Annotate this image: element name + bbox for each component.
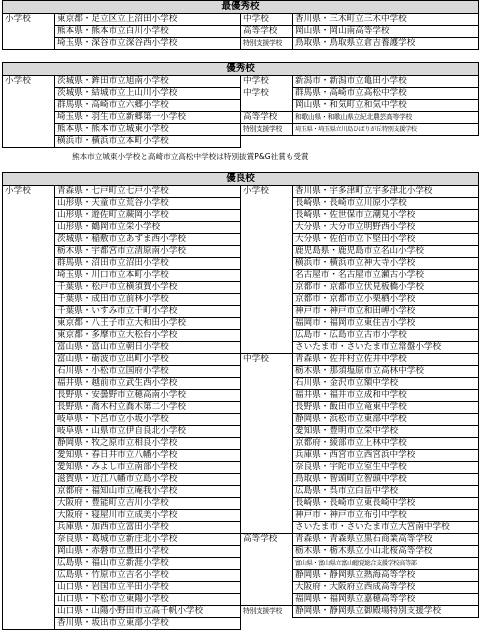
school-cell: 茨城県・結城市立上山川小学校 — [55, 88, 241, 100]
category-label — [241, 498, 293, 510]
category-label — [241, 414, 293, 426]
school-cell: 香川県・三木町立三木中学校 — [293, 14, 479, 26]
table-row — [3, 354, 479, 366]
category-label — [241, 546, 293, 558]
category-label — [3, 366, 55, 378]
category-label — [3, 450, 55, 462]
category-label — [241, 318, 293, 330]
table-row — [3, 582, 479, 594]
school-cell: 横浜市・横浜市立神大寺小学校 — [293, 258, 479, 270]
category-label — [3, 618, 55, 630]
school-cell: 長崎県・長崎市立川原小学校 — [293, 198, 479, 210]
good-table — [2, 172, 479, 630]
table-row — [3, 534, 479, 546]
table-row — [3, 306, 479, 318]
category-label — [3, 318, 55, 330]
table-row — [3, 378, 479, 390]
table-row — [3, 270, 479, 282]
category-label: 特別支援学校 — [241, 124, 293, 136]
school-cell: 福岡市・福岡市立東住吉小学校 — [293, 318, 479, 330]
award-note: 熊本市立城東小学校と高崎市立高松中学校は特別抜賞P&G社賞も受賞 — [72, 152, 309, 161]
school-cell: 東京都・足立区立上沼田小学校 — [55, 14, 241, 26]
school-cell: 鳥取県・智頭町立智頭中学校 — [293, 474, 479, 486]
category-label — [3, 594, 55, 606]
table-row — [3, 246, 479, 258]
category-label — [3, 570, 55, 582]
school-cell: 栃木県・那須塩原市立高林中学校 — [293, 366, 479, 378]
school-cell: 長野県・安曇野市立穂高南小学校 — [55, 390, 241, 402]
school-cell: 山形県・遊佐町立蕨岡小学校 — [55, 210, 241, 222]
school-cell: 横浜市・横浜市立本町小学校 — [55, 136, 241, 148]
school-cell: 京都府・綾部市立上林中学校 — [293, 438, 479, 450]
school-cell: 愛知県・豊明市立栄中学校 — [293, 426, 479, 438]
school-cell: 静岡県・静岡県立御殿場特別支援学校 — [293, 606, 479, 618]
school-cell: 青森県・青森県立黒石商業高等学校 — [293, 534, 479, 546]
empty-cell — [241, 136, 293, 148]
category-label — [3, 582, 55, 594]
category-label — [241, 474, 293, 486]
category-label — [241, 582, 293, 594]
school-cell: 熊本県・熊本市立城東小学校 — [55, 124, 241, 136]
school-cell: 大分県・佐伯市立下堅田小学校 — [293, 234, 479, 246]
category-label — [241, 522, 293, 534]
school-cell: 広島市・広島市立古市小学校 — [293, 330, 479, 342]
category-label — [3, 534, 55, 546]
table-row — [3, 498, 479, 510]
category-label — [3, 282, 55, 294]
excellent-table — [2, 0, 479, 50]
school-cell: 奈良県・葛城市立新庄北小学校 — [55, 534, 241, 546]
category-label — [3, 222, 55, 234]
category-label — [241, 510, 293, 522]
school-cell: 香川県・坂出市立東部小学校 — [55, 618, 241, 630]
table-row — [3, 522, 479, 534]
table-row — [3, 366, 479, 378]
table-row — [3, 618, 479, 630]
school-cell: 石川県・金沢市立額中学校 — [293, 378, 479, 390]
school-cell: 山口県・岩国市立平田小学校 — [55, 582, 241, 594]
school-cell: 大阪府・寝屋川市立成美小学校 — [55, 510, 241, 522]
school-cell: 岡山県・岡山南高等学校 — [293, 26, 479, 38]
table-row — [3, 546, 479, 558]
category-label — [3, 294, 55, 306]
table-row — [3, 330, 479, 342]
superior-title: 優秀校 — [3, 63, 479, 76]
table-row — [3, 282, 479, 294]
category-label: 小学校 — [3, 186, 55, 198]
school-cell: 京都市・京都市立伏見板橋小学校 — [293, 282, 479, 294]
school-cell: さいたま市・さいたま市立常盤小学校 — [293, 342, 479, 354]
table-row — [3, 198, 479, 210]
school-cell: 富山県・砺波市立出町小学校 — [55, 354, 241, 366]
category-label — [241, 306, 293, 318]
category-label — [241, 594, 293, 606]
school-cell: 東京都・八王子市立大和田小学校 — [55, 318, 241, 330]
good-title: 優良校 — [3, 173, 479, 186]
category-label — [241, 378, 293, 390]
school-cell: 富山県・富山市立朝日小学校 — [55, 342, 241, 354]
school-cell: 群馬県・高崎市立高松中学校 — [293, 88, 479, 100]
category-label — [3, 606, 55, 618]
table-row — [3, 438, 479, 450]
table-row — [3, 414, 479, 426]
category-label — [3, 402, 55, 414]
category-label — [3, 510, 55, 522]
category-label — [241, 438, 293, 450]
school-cell: 鹿児島県・鹿児島市立名山小学校 — [293, 246, 479, 258]
category-label: 高等学校 — [241, 534, 293, 546]
table-row — [3, 558, 479, 570]
table-row — [3, 426, 479, 438]
school-cell: 長野県・飯田市立竜東中学校 — [293, 402, 479, 414]
table-row — [3, 462, 479, 474]
category-label — [3, 100, 55, 112]
category-label — [241, 210, 293, 222]
table-row — [3, 594, 479, 606]
category-label — [3, 342, 55, 354]
school-cell: 山形県・天童市立荒谷小学校 — [55, 198, 241, 210]
category-label: 中学校 — [241, 14, 293, 26]
school-cell: 埼玉県・深谷市立深谷西小学校 — [55, 38, 241, 50]
school-cell: 神戸市・神戸市立布引中学校 — [293, 510, 479, 522]
category-label — [3, 558, 55, 570]
category-label — [241, 234, 293, 246]
school-cell: 山口県・下松市立東陽小学校 — [55, 594, 241, 606]
category-label — [241, 570, 293, 582]
school-cell: 新潟市・新潟市立亀田小学校 — [293, 76, 479, 88]
category-label — [3, 136, 55, 148]
category-label — [3, 462, 55, 474]
category-label — [3, 486, 55, 498]
category-label: 中学校 — [241, 88, 293, 100]
school-cell: 石川県・小松市立国府小学校 — [55, 366, 241, 378]
school-cell: 山形県・鶴岡市立栄小学校 — [55, 222, 241, 234]
table-row — [3, 570, 479, 582]
school-cell: 栃木県・栃木県立小山北桜高等学校 — [293, 546, 479, 558]
school-cell: 広島県・福山市立新涯小学校 — [55, 558, 241, 570]
category-label — [3, 330, 55, 342]
superior-table — [2, 62, 479, 148]
school-cell: 長野県・喬木村立喬木第二小学校 — [55, 402, 241, 414]
category-label — [241, 426, 293, 438]
school-cell: 岐阜県・山県市立伊自良北小学校 — [55, 426, 241, 438]
school-cell: 京都府・福知山市立庵我小学校 — [55, 486, 241, 498]
category-label — [241, 330, 293, 342]
table-row — [3, 510, 479, 522]
school-cell: 東京都・多摩市立大松台小学校 — [55, 330, 241, 342]
category-label — [3, 306, 55, 318]
category-label — [241, 558, 293, 570]
school-cell: 大阪府・豊能町立吉川小学校 — [55, 498, 241, 510]
school-cell: 茨城県・稲敷市立あずま西小学校 — [55, 234, 241, 246]
table-row — [3, 390, 479, 402]
category-label: 中学校 — [241, 354, 293, 366]
school-cell: 兵庫県・加西市立富田小学校 — [55, 522, 241, 534]
school-cell: 山口県・山陽小野田市立高千帆小学校 — [55, 606, 241, 618]
category-label — [241, 450, 293, 462]
school-cell: 長崎県・佐世保市立潮見小学校 — [293, 210, 479, 222]
school-cell: 青森県・佐井村立佐井中学校 — [293, 354, 479, 366]
school-cell: 群馬県・高崎市立六郷小学校 — [55, 100, 241, 112]
table-row — [3, 294, 479, 306]
category-label — [3, 522, 55, 534]
category-label — [241, 258, 293, 270]
school-cell: 神戸市・神戸市立和田岬小学校 — [293, 306, 479, 318]
category-label — [241, 618, 293, 630]
school-cell: 岐阜県・下呂市立小坂小学校 — [55, 414, 241, 426]
school-cell: 愛知県・春日井市立八幡小学校 — [55, 450, 241, 462]
table-row — [3, 450, 479, 462]
school-cell — [293, 618, 479, 630]
category-label: 小学校 — [3, 14, 55, 26]
category-label — [241, 390, 293, 402]
school-cell: 栃木県・宇都宮市立清原南小学校 — [55, 246, 241, 258]
school-cell: 大分県・大分市立明野西小学校 — [293, 222, 479, 234]
school-cell: 富山県・富山県立富山聴覚総合支援学校高等部 — [293, 558, 479, 570]
school-cell: 和歌山県・和歌山県立紀北農芸高等学校 — [293, 112, 479, 124]
category-label — [241, 366, 293, 378]
school-cell: 千葉県・いすみ市立千町小学校 — [55, 306, 241, 318]
category-label: 高等学校 — [241, 112, 293, 124]
table-row — [3, 318, 479, 330]
category-label — [241, 198, 293, 210]
category-label — [3, 426, 55, 438]
school-cell: 千葉県・成田市立前林小学校 — [55, 294, 241, 306]
school-cell: 広島県・竹原市立吉名小学校 — [55, 570, 241, 582]
category-label — [3, 210, 55, 222]
category-label — [241, 282, 293, 294]
category-label: 中学校 — [241, 76, 293, 88]
category-label: 小学校 — [3, 76, 55, 88]
school-cell: 熊本県・熊本市立白川小学校 — [55, 26, 241, 38]
category-label — [3, 498, 55, 510]
school-cell: 鳥取県・鳥取県立倉吉養護学校 — [293, 38, 479, 50]
category-label — [3, 546, 55, 558]
category-label — [241, 486, 293, 498]
table-row — [3, 486, 479, 498]
category-label — [241, 100, 293, 112]
category-label — [241, 222, 293, 234]
category-label — [3, 198, 55, 210]
category-label — [241, 402, 293, 414]
school-cell: 奈良県・宇陀市立室生中学校 — [293, 462, 479, 474]
category-label — [3, 414, 55, 426]
school-cell: 大阪府・大阪府立西成高等学校 — [293, 582, 479, 594]
category-label — [3, 246, 55, 258]
category-label — [241, 270, 293, 282]
category-label — [3, 354, 55, 366]
school-cell: 茨城県・鉾田市立旭南小学校 — [55, 76, 241, 88]
category-label — [3, 270, 55, 282]
empty-cell — [293, 136, 479, 148]
school-cell: 名古屋市・名古屋市立瀬古小学校 — [293, 270, 479, 282]
table-row — [3, 258, 479, 270]
table-row — [3, 222, 479, 234]
school-cell: 兵庫県・西宮市立西宮浜中学校 — [293, 450, 479, 462]
category-label — [241, 294, 293, 306]
school-cell: 広島県・呉市立白岳中学校 — [293, 486, 479, 498]
school-cell: 埼玉県・羽生市立新郷第一小学校 — [55, 112, 241, 124]
school-cell: さいたま市・さいたま市立大宮南中学校 — [293, 522, 479, 534]
category-label — [3, 38, 55, 50]
school-cell: 岡山県・和気町立和気中学校 — [293, 100, 479, 112]
category-label — [241, 462, 293, 474]
school-cell: 静岡県・牧之原市立相良小学校 — [55, 438, 241, 450]
category-label — [3, 474, 55, 486]
category-label — [3, 390, 55, 402]
category-label — [3, 88, 55, 100]
school-cell: 長崎県・長崎市立東長崎中学校 — [293, 498, 479, 510]
school-cell: 静岡県・静岡県立熱海高等学校 — [293, 570, 479, 582]
school-cell: 愛知県・みよし市立南部小学校 — [55, 462, 241, 474]
category-label — [3, 378, 55, 390]
category-label — [241, 342, 293, 354]
school-cell: 静岡県・浜松市立東部中学校 — [293, 414, 479, 426]
category-label: 特別支援学校 — [241, 38, 293, 50]
table-row — [3, 606, 479, 618]
school-cell: 香川県・宇多津町立宇多津北小学校 — [293, 186, 479, 198]
excellent-title: 最優秀校 — [3, 1, 479, 14]
table-row — [3, 210, 479, 222]
category-label — [3, 26, 55, 38]
table-row — [3, 186, 479, 198]
category-label — [3, 438, 55, 450]
table-row — [3, 474, 479, 486]
school-cell: 滋賀県・近江八幡市立島小学校 — [55, 474, 241, 486]
school-cell: 福井県・越前市立武生西小学校 — [55, 378, 241, 390]
category-label — [3, 234, 55, 246]
school-cell: 埼玉県・川口市立本町小学校 — [55, 270, 241, 282]
category-label — [3, 124, 55, 136]
school-cell: 福岡県・福岡県立嘉穂高等学校 — [293, 594, 479, 606]
category-label — [3, 258, 55, 270]
table-row — [3, 342, 479, 354]
category-label — [3, 112, 55, 124]
school-cell: 群馬県・沼田市立沼田小学校 — [55, 258, 241, 270]
school-cell: 福井県・福井市立成和中学校 — [293, 390, 479, 402]
school-cell: 埼玉県・埼玉県立川島ひばりが丘特別支援学校 — [293, 124, 479, 136]
school-cell: 青森県・七戸町立七戸小学校 — [55, 186, 241, 198]
category-label — [241, 246, 293, 258]
table-row — [3, 402, 479, 414]
school-cell: 岡山県・赤磐市立豊田小学校 — [55, 546, 241, 558]
category-label: 高等学校 — [241, 26, 293, 38]
table-row — [3, 234, 479, 246]
school-cell: 千葉県・松戸市立横須賀小学校 — [55, 282, 241, 294]
school-cell: 京都市・京都市立小栗栖小学校 — [293, 294, 479, 306]
category-label: 小学校 — [241, 186, 293, 198]
category-label: 特別支援学校 — [241, 606, 293, 618]
